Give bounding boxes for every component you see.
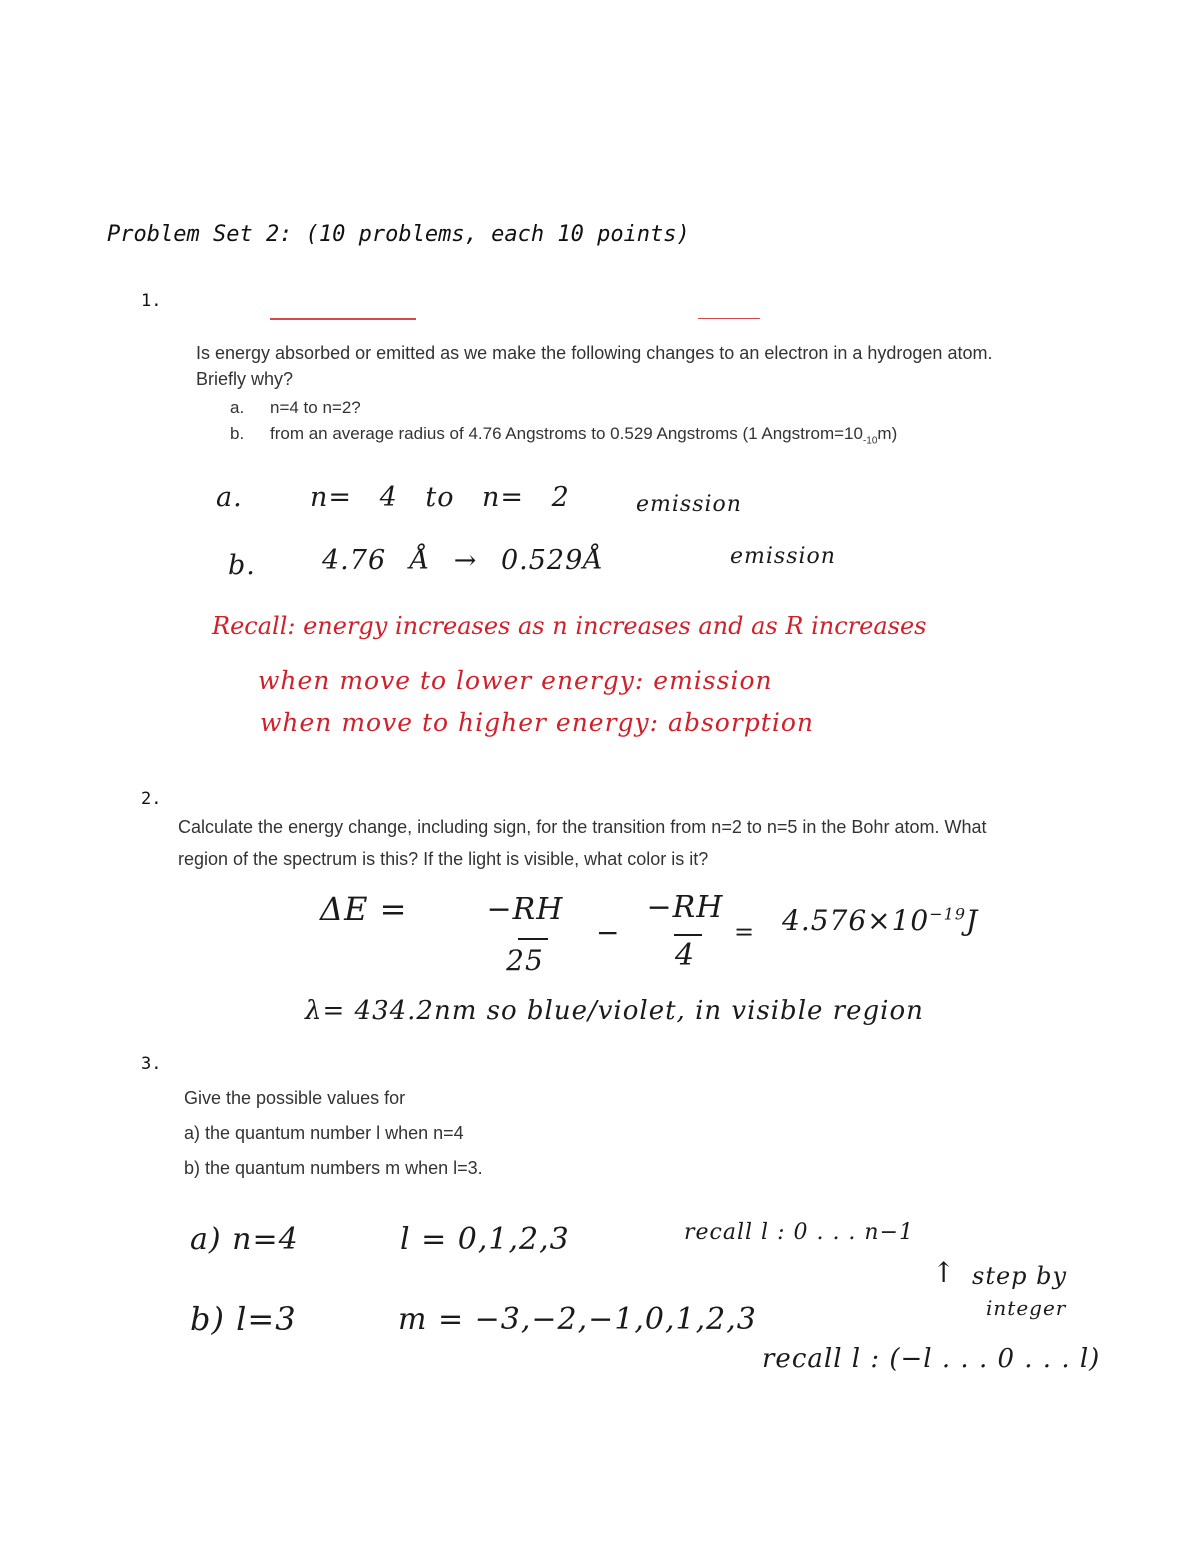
fraction-2-bar [674, 934, 702, 936]
page-title: Problem Set 2: (10 problems, each 10 points) [107, 222, 690, 247]
answer-b-result: emission [730, 544, 836, 569]
fraction-1-denominator-text: 25 [506, 944, 544, 977]
problem-1-number: 1. [141, 291, 162, 311]
problem-2-number: 2. [141, 789, 162, 809]
answer-3a-left: a) n=4 [190, 1222, 299, 1257]
equals-sign: = [734, 918, 756, 946]
fraction-1-numerator-text: −RH [486, 892, 564, 927]
recall-note-line2: when move to lower energy: emission [258, 666, 773, 695]
fraction-1-bar [518, 938, 548, 940]
problem-3-question-line2: a) the quantum number l when n=4 [184, 1123, 464, 1143]
recall-note-line3: when move to higher energy: absorption [260, 708, 814, 737]
problem-1-question-line2: Briefly why? [196, 369, 294, 389]
fraction-2-numerator-text: −RH [646, 890, 724, 925]
wavelength-answer: λ= 434.2nm so blue/violet, in visible region [305, 996, 924, 1026]
answer-b-marker: b. [228, 550, 256, 581]
decorative-red-rule [698, 318, 760, 319]
fraction-1-numerator [475, 892, 575, 927]
step-note-line1: step by [972, 1262, 1068, 1290]
step-note-line2: integer [986, 1296, 1067, 1320]
problem-2-question-line1: Calculate the energy change, including sign, for the transition from n=2 to n=5 in the Bohr atom. What [178, 817, 987, 837]
answer-a-marker: a. [216, 482, 243, 513]
problem-1-part-b-text: from an average radius of 4.76 Angstroms to 0.529 Angstroms (1 $Angstrom=10_{-10}m$) [270, 424, 898, 447]
answer-b-transition: 4.76 Å → 0.529Å [322, 545, 604, 576]
delta-e-label: ΔE = [320, 890, 408, 928]
answer-3b-recall: recall l : (−l . . . 0 . . . l) [762, 1344, 1101, 1374]
answer-3a-values: l = 0,1,2,3 [400, 1222, 570, 1257]
fraction-2-numerator [640, 890, 730, 925]
decorative-red-rule [270, 318, 416, 320]
problem-3-number: 3. [141, 1054, 162, 1074]
fraction-2-denominator [655, 938, 715, 973]
problem-1-part-b-marker: b. [230, 424, 245, 443]
fraction-1-denominator [490, 944, 560, 977]
problem-1-question-line1: Is energy absorbed or emitted as we make the following changes to an electron in a hydrogen atom. [196, 343, 993, 363]
problem-2-question-line2: region of the spectrum is this? If the light is visible, what color is it? [178, 849, 709, 869]
answer-a-transition: n= 4 to n= 2 [310, 482, 570, 513]
step-arrow-icon: ↑ [932, 1256, 957, 1289]
problem-1-part-a-marker: a. [230, 398, 245, 417]
recall-note-line1: Recall: energy increases as n increases and as R increases [212, 612, 927, 640]
fraction-2-denominator-text: 4 [674, 938, 696, 973]
problem-3-question-line3: b) the quantum numbers m when l=3. [184, 1158, 483, 1178]
answer-3a-recall: recall l : 0 . . . n−1 [684, 1220, 915, 1245]
energy-result: $4.576\times 10^{-19}J$ [782, 904, 979, 937]
answer-a-result: emission [636, 492, 742, 517]
problem-1-part-a-text: n=4 to n=2? [270, 398, 361, 417]
answer-3b-values: m = −3,−2,−1,0,1,2,3 [398, 1302, 757, 1337]
minus-sign: − [596, 916, 621, 949]
answer-3b-left: b) l=3 [190, 1300, 297, 1338]
problem-3-question-line1: Give the possible values for [184, 1088, 406, 1108]
